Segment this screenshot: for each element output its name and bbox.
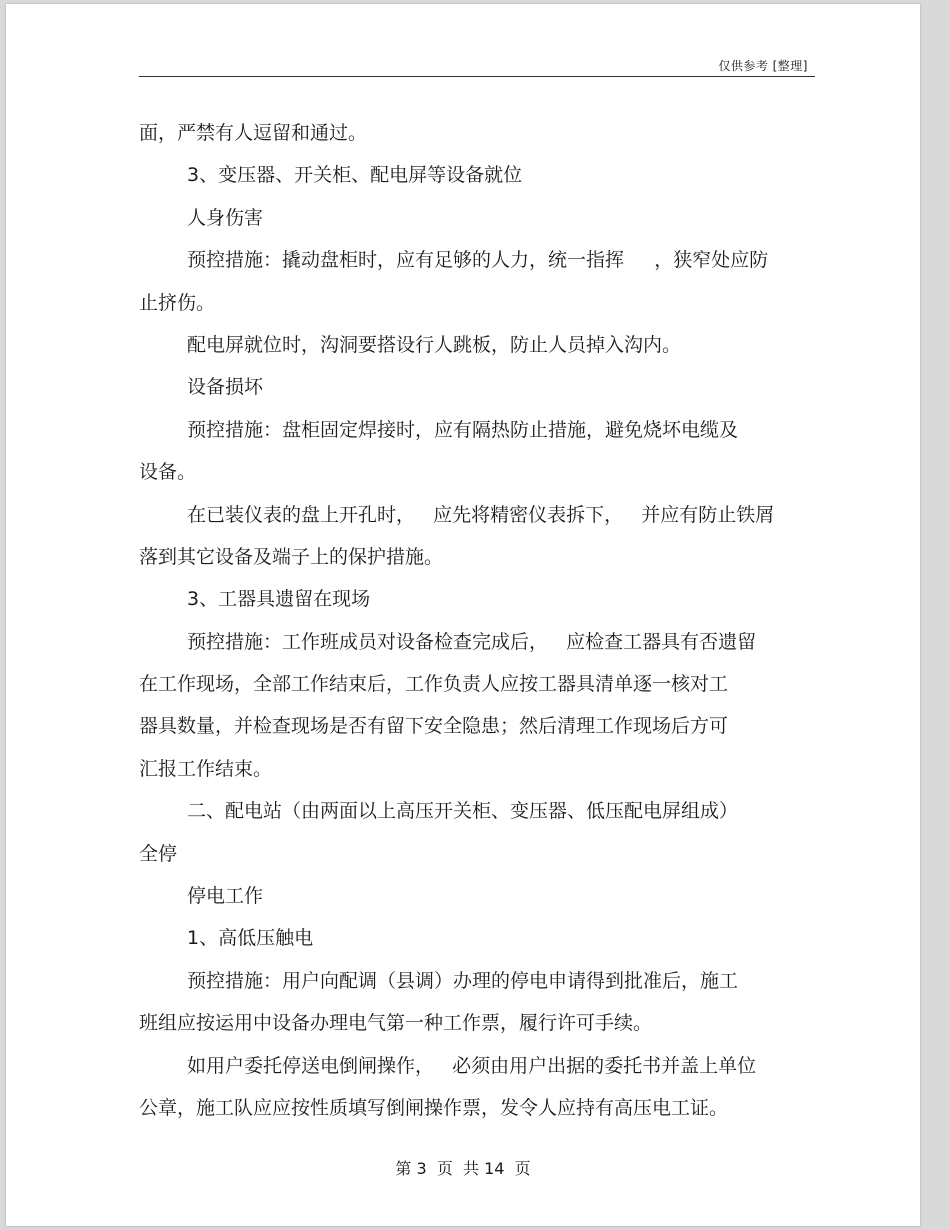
paragraph-line: 预控措施：撬动盘柜时，应有足够的人力，统一指挥 ，狭窄处应防 [187, 249, 769, 272]
paragraph-line: 器具数量，并检查现场是否有留下安全隐患；然后清理工作现场后方可 [139, 715, 729, 738]
document-body [139, 112, 819, 1129]
paragraph-line: 汇报工作结束。 [139, 757, 273, 780]
paragraph-line: 班组应按运用中设备办理电气第一种工作票，履行许可手续。 [139, 1012, 653, 1035]
paragraph-line: 落到其它设备及端子上的保护措施。 [139, 545, 444, 568]
section-heading: 二、配电站（由两面以上高压开关柜、变压器、低压配电屏组成） [187, 800, 739, 823]
subheading: 停电工作 [187, 885, 264, 908]
paragraph-line: 在已装仪表的盘上开孔时， 应先将精密仪表拆下， 并应有防止铁屑 [187, 503, 775, 526]
paragraph-line: 在工作现场，全部工作结束后，工作负责人应按工器具清单逐一核对工 [139, 673, 729, 696]
header-note: 仅供参考 [整理] [718, 59, 808, 73]
paragraph-line: 预控措施：工作班成员对设备检查完成后， 应检查工器具有否遗留 [187, 630, 757, 653]
subheading: 人身伤害 [187, 206, 264, 229]
paragraph-line: 面，严禁有人逗留和通过。 [139, 122, 368, 144]
paragraph-line: 公章，施工队应应按性质填写倒闸操作票，发令人应持有高压电工证。 [139, 1096, 729, 1119]
paragraph-line: 配电屏就位时，沟洞要搭设行人跳板，防止人员掉入沟内。 [187, 333, 682, 356]
paragraph-line: 设备。 [139, 461, 197, 484]
subheading: 设备损坏 [187, 376, 264, 399]
section-heading: 3、变压器、开关柜、配电屏等设备就位 [187, 164, 523, 187]
paragraph-line: 预控措施：盘柜固定焊接时，应有隔热防止措施，避免烧坏电缆及 [187, 418, 739, 441]
paragraph-line: 预控措施：用户向配调（县调）办理的停电申请得到批准后，施工 [187, 969, 739, 992]
header-rule [139, 76, 815, 77]
paragraph-line: 全停 [139, 842, 178, 865]
page-number-footer: 第 3 页 共 14 页 [395, 1159, 531, 1178]
paragraph-line: 如用户委托停送电倒闸操作， 必须由用户出据的委托书并盖上单位 [187, 1054, 757, 1077]
section-heading: 1、高低压触电 [187, 927, 314, 950]
section-heading: 3、工器具遗留在现场 [187, 588, 371, 611]
paragraph-line: 止挤伤。 [139, 291, 216, 314]
document-page [6, 4, 920, 1226]
